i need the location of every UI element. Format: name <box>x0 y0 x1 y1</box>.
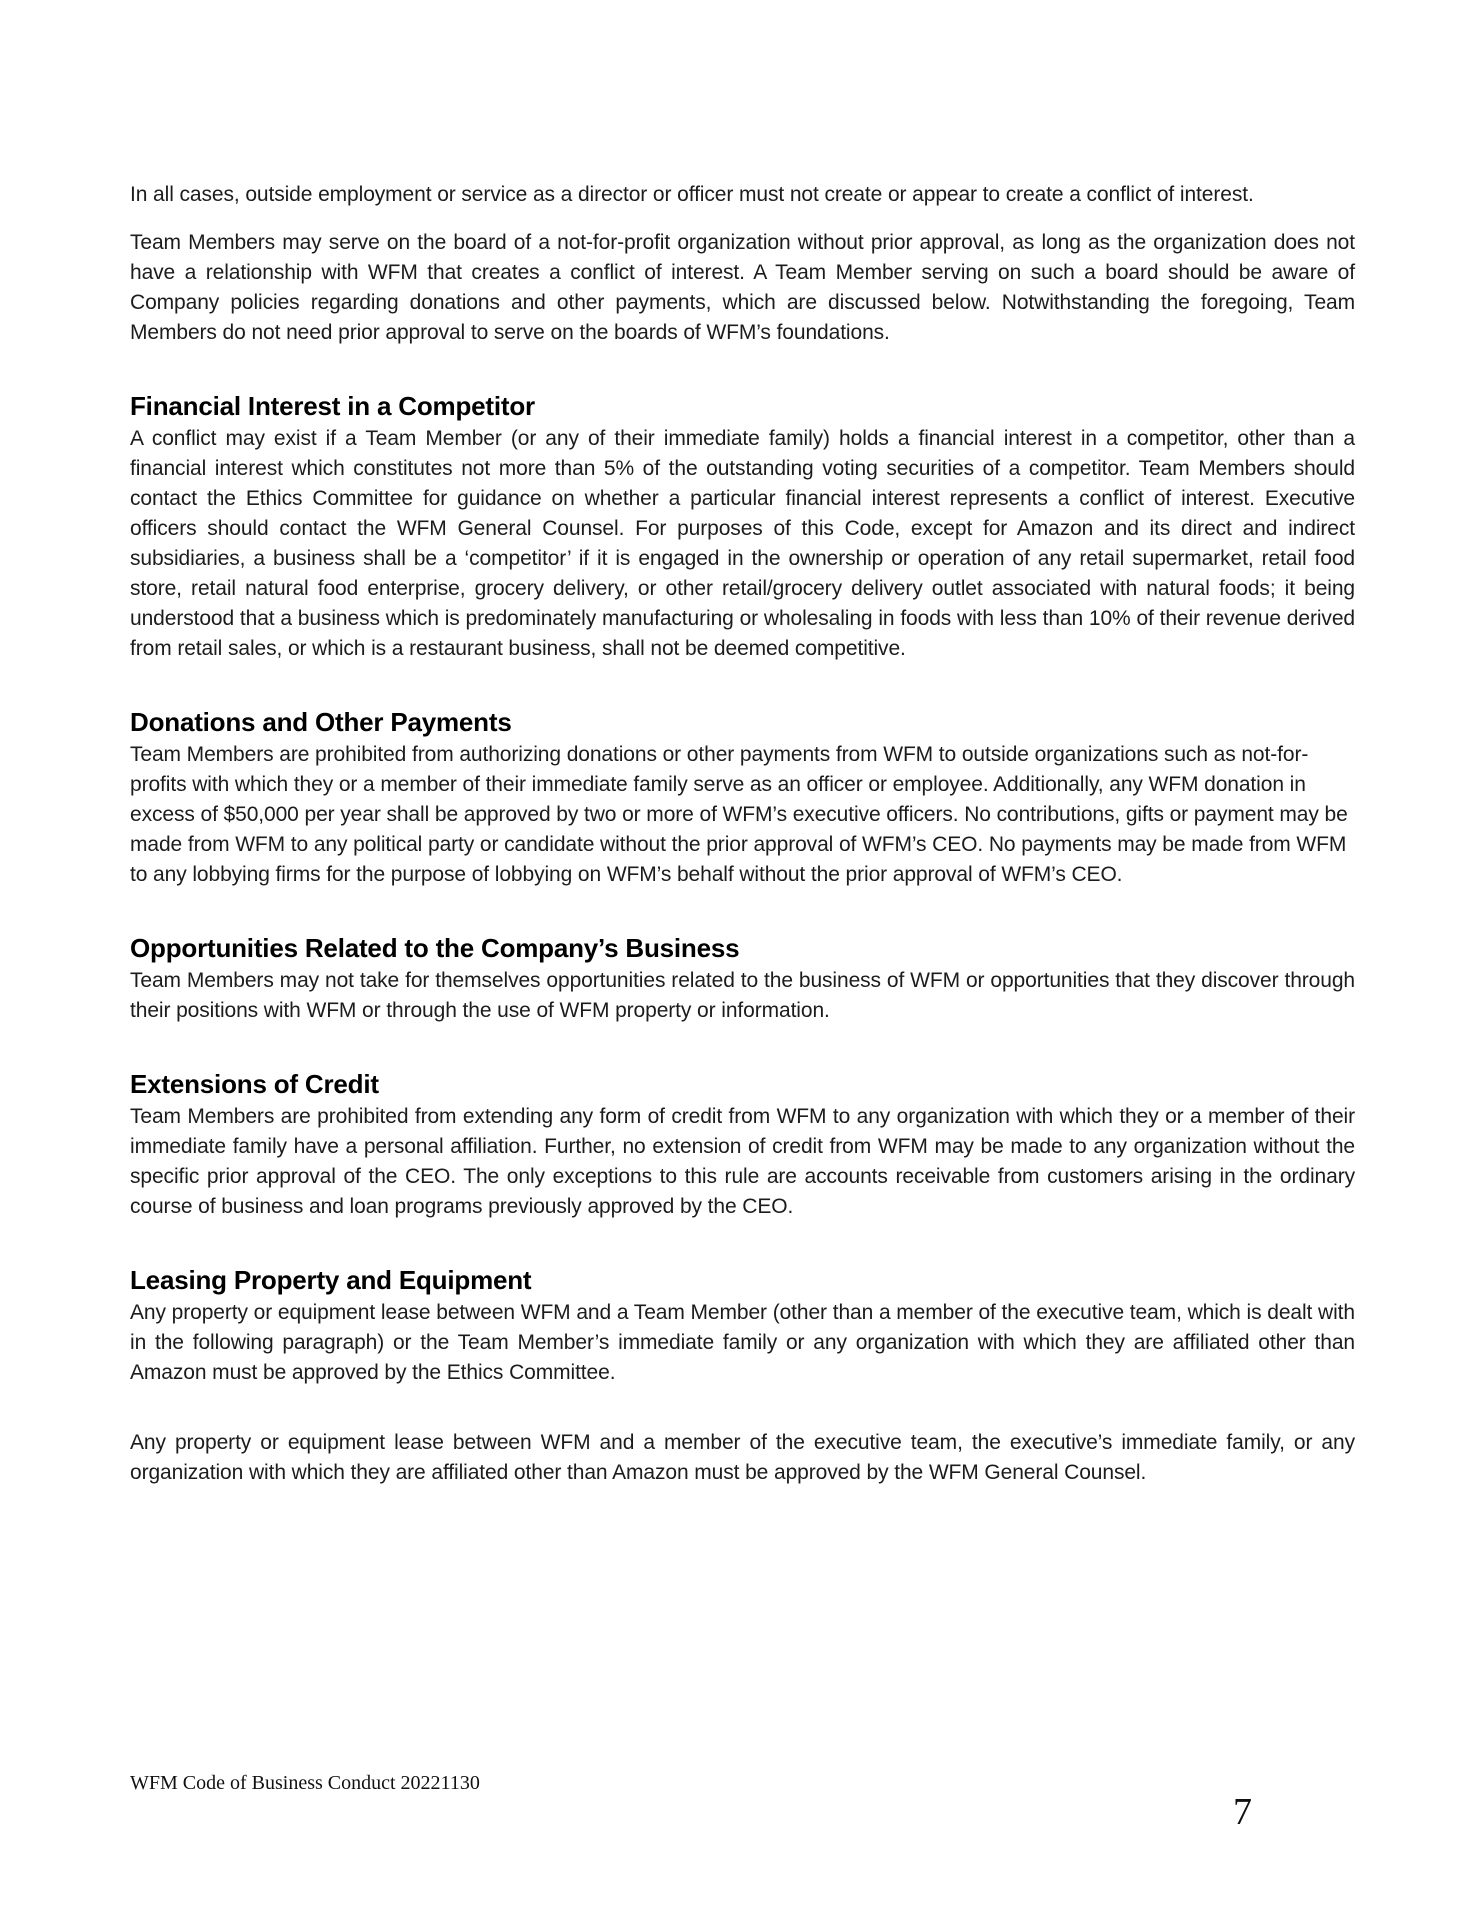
paragraph-leasing-team-member: Any property or equipment lease between WFM and a Team Member (other than a member of the executive team, which is dealt with in the following paragraph) or the Team Member’s immediate family or any organization with which they are affiliated other than Amazon must be approved by the Ethics Committee. <box>130 1301 1355 1384</box>
section-heading-opportunities-related-to-business: Opportunities Related to the Company’s Business <box>130 933 740 963</box>
section-heading-donations-and-other-payments: Donations and Other Payments <box>130 707 512 737</box>
section-heading-extensions-of-credit: Extensions of Credit <box>130 1069 379 1099</box>
intro-paragraph-board-service: Team Members may serve on the board of a not-for-profit organization without prior approval, as long as the organization does not have a relationship with WFM that creates a conflict of interest. A Team Member serving on such a board should be aware of Company policies regarding donations and other payments, which are discussed below. Notwithstanding the foregoing, Team Members do not need prior approval to serve on the boards of WFM’s foundations. <box>130 231 1355 344</box>
footer-page-number: 7 <box>1233 1791 1252 1833</box>
section-heading-leasing-property-and-equipment: Leasing Property and Equipment <box>130 1265 532 1295</box>
paragraph-extensions-of-credit: Team Members are prohibited from extending any form of credit from WFM to any organization with which they or a member of their immediate family have a personal affiliation. Further, no extension of credit from WFM may be made to any organization without the specific prior approval of the CEO. The only exceptions to this rule are accounts receivable from customers arising in the ordinary course of business and loan programs previously approved by the CEO. <box>130 1105 1355 1218</box>
footer-document-id: WFM Code of Business Conduct 20221130 <box>130 1772 480 1794</box>
section-heading-financial-interest-in-a-competitor: Financial Interest in a Competitor <box>130 391 535 421</box>
paragraph-financial-interest-in-a-competitor: A conflict may exist if a Team Member (or any of their immediate family) holds a financial interest in a competitor, other than a financial interest which constitutes not more than 5% of the outstanding voting securities of a competitor. Team Members should contact the Ethics Committee for guidance on whether a particular financial interest represents a conflict of interest. Executive officers should contact the WFM General Counsel. For purposes of this Code, except for Amazon and its direct and indirect subsidiaries, a business shall be a ‘competitor’ if it is engaged in the ownership or operation of any retail supermarket, retail food store, retail natural food enterprise, grocery delivery, or other retail/grocery delivery outlet associated with natural foods; it being understood that a business which is predominately manufacturing or wholesaling in foods with less than 10% of their revenue derived from retail sales, or which is a restaurant business, shall not be deemed competitive. <box>130 427 1355 660</box>
intro-paragraph-outside-employment: In all cases, outside employment or service as a director or officer must not create or appear to create a conflict of interest. <box>130 183 1254 206</box>
paragraph-donations-and-other-payments: Team Members are prohibited from authorizing donations or other payments from WFM to outside organizations such as not-for-profits with which they or a member of their immediate family serve as an officer or employee. Additionally, any WFM donation in excess of $50,000 per year shall be approved by two or more of WFM’s executive officers. No contributions, gifts or payment may be made from WFM to any political party or candidate without the prior approval of WFM’s CEO. No payments may be made from WFM to any lobbying firms for the purpose of lobbying on WFM’s behalf without the prior approval of WFM’s CEO. <box>130 743 1348 886</box>
paragraph-opportunities-related-to-business: Team Members may not take for themselves opportunities related to the business of WFM or opportunities that they discover through their positions with WFM or through the use of WFM property or information. <box>130 969 1355 1022</box>
paragraph-leasing-executive-team: Any property or equipment lease between WFM and a member of the executive team, the executive’s immediate family, or any organization with which they are affiliated other than Amazon must be approved by the WFM General Counsel. <box>130 1431 1355 1484</box>
